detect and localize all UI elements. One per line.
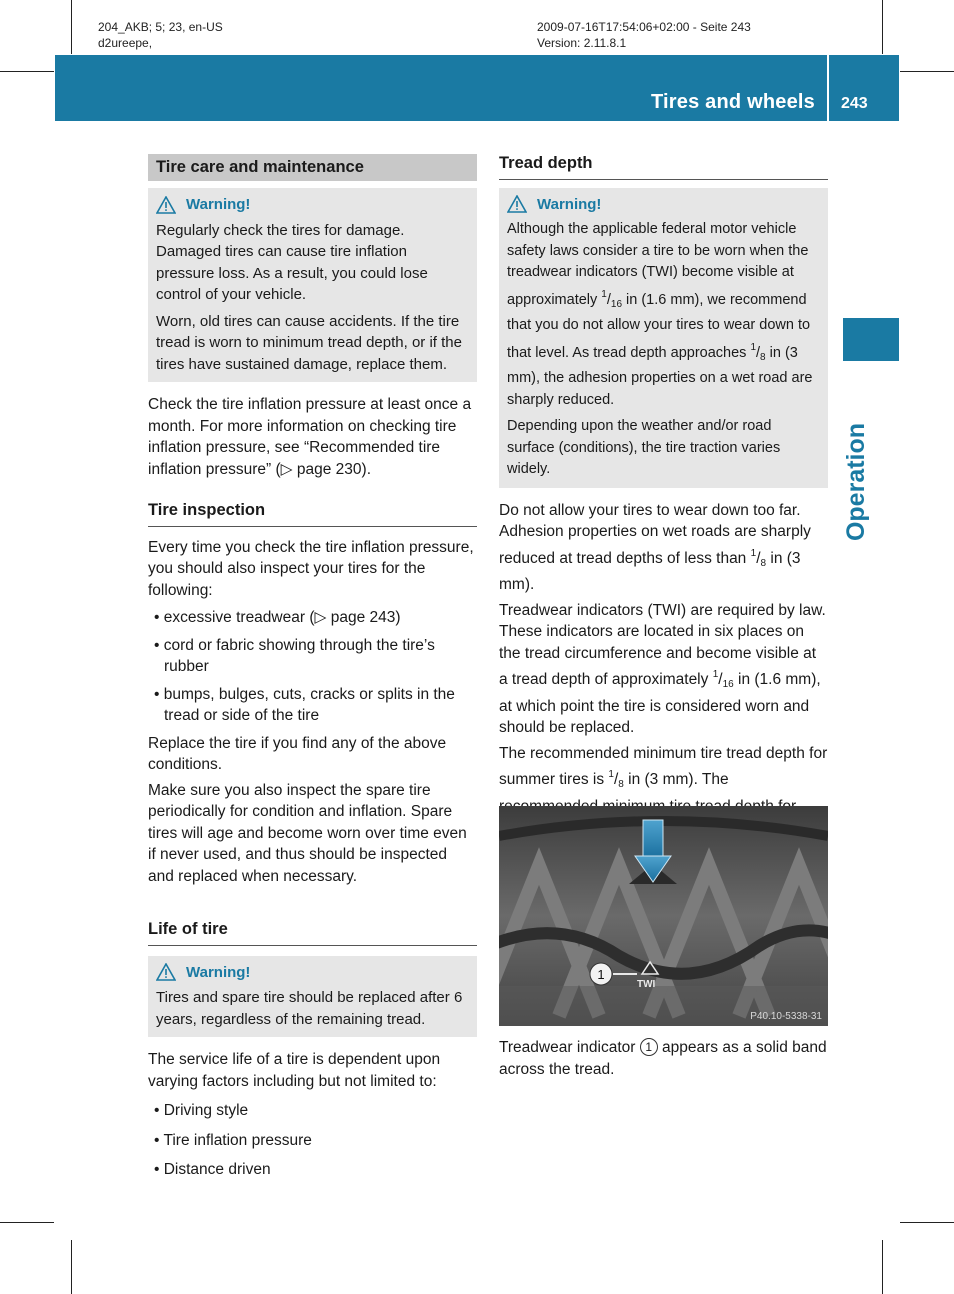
crop-mark [882, 0, 883, 54]
body-paragraph: The service life of a tire is dependent upon varying factors including but not limited to: [148, 1051, 441, 1090]
body-paragraph: Treadwear indicators (TWI) are required by law. These indicators are located in six places on the tread circumference and become visible at a tread depth of approximately $^1/_{16}$ in (1.6 mm), at which point the tire is considered worn and should be replaced. [499, 601, 826, 736]
warning-text: Depending upon the weather and/or road surface (conditions), the tire traction varies widely. [507, 418, 781, 477]
figure-caption: Treadwear indicator 1 appears as a solid band across the tread. [499, 1039, 827, 1078]
warning-triangle-icon [507, 195, 527, 213]
body-paragraph: Every time you check the tire inflation pressure, you should also inspect your tires for the following: [148, 538, 474, 599]
subsection-heading: Tire inspection [148, 500, 477, 527]
meta-line: Version: 2.11.8.1 [537, 36, 627, 50]
body-paragraph: Do not allow your tires to wear down too far. Adhesion properties on wet roads are sharply reduced at tread depths of less than $^1/_8$ in (3 mm). [499, 501, 811, 593]
warning-box [499, 188, 828, 488]
body-paragraph: Replace the tire if you find any of the above conditions. [148, 734, 447, 773]
list-item-text: Tire inflation pressure [163, 1131, 312, 1149]
list-item-text: bumps, bulges, cuts, cracks or splits in the tread or side of the tire [163, 685, 455, 724]
subsection-heading: Tread depth [499, 153, 828, 180]
list-item: • Distance driven [154, 1161, 271, 1178]
list-item: • bumps, bulges, cuts, cracks or splits in the tread or side of the tire [154, 685, 455, 724]
page-header [55, 55, 899, 121]
warning-triangle-icon [156, 196, 176, 214]
tire-tread-figure [499, 806, 828, 1026]
list-item-text: excessive treadwear (▷ page 243) [163, 609, 401, 626]
section-title: Tire care and maintenance [148, 154, 477, 181]
crop-mark [900, 71, 954, 72]
meta-line: 204_AKB; 5; 23, en-US [98, 20, 223, 34]
print-meta-left [98, 19, 223, 51]
crop-mark [0, 71, 54, 72]
chapter-title: Tires and wheels [650, 91, 815, 113]
callout-number-icon: 1 [640, 1038, 658, 1056]
warning-header [507, 194, 820, 216]
crop-mark [882, 1240, 883, 1294]
crop-mark [900, 1222, 954, 1223]
meta-line: d2ureepe, [98, 36, 153, 50]
inspection-list [148, 607, 477, 727]
warning-label: Warning! [186, 963, 251, 981]
side-tab-marker [843, 318, 899, 361]
body-paragraph: Make sure you also inspect the spare tire periodically for condition and inflation. Spare tires will age and become worn over time even if never used, and thus should be inspected and replaced when necessary. [148, 781, 467, 885]
twi-label: TWI [637, 979, 656, 990]
warning-box [148, 956, 477, 1038]
list-item-text: Driving style [163, 1102, 249, 1119]
tire-tread-illustration [499, 806, 828, 1026]
warning-label: Warning! [537, 195, 602, 213]
right-column [499, 153, 828, 853]
warning-label: Warning! [186, 196, 251, 213]
warning-header [156, 962, 469, 984]
warning-box [148, 188, 477, 382]
left-column [148, 154, 477, 1189]
meta-line: 2009-07-16T17:54:06+02:00 - Seite 243 [537, 20, 751, 34]
body-paragraph: The recommended minimum tire tread depth for summer tires is $^1/_8$ in (3 mm). The [499, 744, 828, 790]
warning-triangle-icon [156, 963, 176, 981]
crop-mark [71, 1240, 72, 1294]
list-item: • cord or fabric showing through the tire’s rubber [154, 636, 435, 675]
warning-header [156, 194, 469, 216]
warning-text: Although the applicable federal motor vehicle safety laws consider a tire to be worn when the treadwear indicators (TWI) become visible at approximately $^1/_{16}$ in (1.6 mm), we recommend that you do not allow your tires to wear down to that level. As tread depth approaches $^1/_8$ in (3 mm), the adhesion properties on a wet road are sharply reduced. [507, 221, 813, 408]
crop-mark [71, 0, 72, 54]
list-item-text: Distance driven [163, 1161, 271, 1178]
list-item: • excessive treadwear (▷ page 243) [154, 609, 401, 626]
header-divider [827, 55, 829, 121]
list-item: • Tire inflation pressure [154, 1131, 312, 1149]
list-item-text: cord or fabric showing through the tire’s rubber [163, 636, 435, 675]
figure-callout-number: 1 [597, 967, 605, 982]
side-tab-label: Operation [841, 422, 870, 542]
crop-mark [0, 1222, 54, 1223]
figure-code: P40.10-5338-31 [750, 1011, 822, 1022]
body-paragraph: Check the tire inflation pressure at least once a month. For more information on checking tire inflation pressure, see “Recommended tire inflation pressure” (▷ page 230). [148, 396, 472, 478]
page-number: 243 [841, 95, 868, 112]
print-meta-right [537, 19, 751, 51]
list-item: • Driving style [154, 1102, 249, 1119]
warning-text: Regularly check the tires for damage. Damaged tires can cause tire inflation pressure loss. As a result, you could lose control of your vehicle. [156, 221, 428, 303]
life-factor-list [148, 1100, 477, 1181]
warning-text: Tires and spare tire should be replaced after 6 years, regardless of the remaining tread. [156, 989, 463, 1028]
warning-text: Worn, old tires can cause accidents. If the tire tread is worn to minimum tread depth, or if the tires have sustained damage, replace them. [156, 312, 462, 373]
subsection-heading: Life of tire [148, 919, 477, 946]
